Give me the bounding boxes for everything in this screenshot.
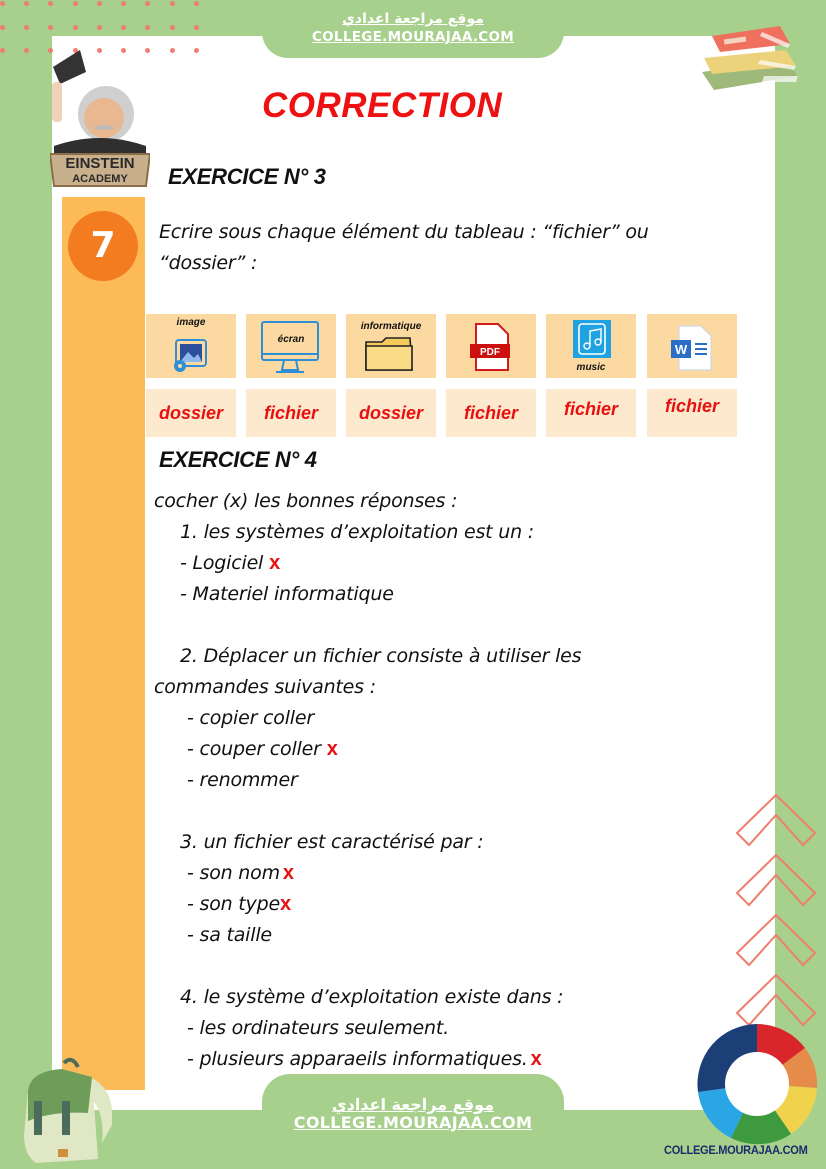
left-frame — [0, 36, 52, 1110]
option-3-3[interactable] — [187, 924, 272, 946]
item-label: image — [176, 317, 206, 328]
option-text: - couper coller — [187, 738, 321, 760]
answer-text: dossier — [358, 403, 424, 423]
question-1: 1. les systèmes d’exploitation est un : — [180, 521, 534, 543]
chevron-up-icon — [735, 793, 817, 855]
option-2-2[interactable] — [187, 738, 338, 761]
image-settings-icon — [172, 334, 210, 374]
answer-text: fichier — [463, 403, 519, 423]
answer-cell-2 — [246, 389, 336, 437]
option-1-2[interactable] — [180, 583, 394, 605]
backpack-illustration — [12, 1055, 112, 1167]
option-2-1[interactable] — [187, 707, 314, 729]
site-url-link[interactable]: COLLEGE.MOURAJAA.COM — [311, 29, 515, 45]
option-text: - son type — [187, 893, 280, 915]
pdf-file-icon — [470, 322, 512, 372]
option-text: - sa taille — [187, 924, 272, 946]
page-title: CORRECTION — [262, 86, 503, 125]
option-text: - Logiciel — [180, 552, 264, 574]
option-text: - les ordinateurs seulement. — [187, 1017, 449, 1039]
option-1-1[interactable] — [180, 552, 280, 575]
answer-cell-5 — [546, 389, 636, 437]
question-2-line-2: commandes suivantes : — [154, 676, 376, 698]
option-4-1[interactable] — [187, 1017, 449, 1039]
svg-text:EINSTEIN: EINSTEIN — [65, 155, 135, 172]
table-item-image — [146, 314, 236, 378]
lesson-number-badge: 7 — [68, 211, 138, 281]
item-label: music — [576, 362, 606, 373]
chevron-up-icon — [735, 853, 817, 915]
music-file-icon — [573, 320, 611, 358]
page-area — [52, 36, 775, 1110]
option-text: - copier coller — [187, 707, 314, 729]
option-text: - Materiel informatique — [180, 583, 394, 605]
answer-cell-1 — [146, 389, 236, 437]
check-mark: x — [326, 738, 338, 760]
question-4: 4. le système d’exploitation existe dans : — [180, 986, 564, 1008]
table-item-music — [546, 314, 636, 378]
exercise-3-heading: EXERCICE N° 3 — [168, 164, 326, 189]
answer-text: fichier — [664, 396, 720, 416]
site-name-arabic: موقع مراجعة اعدادي — [342, 11, 484, 27]
einstein-academy-mascot — [50, 42, 150, 200]
svg-text:W: W — [674, 342, 688, 357]
option-4-2[interactable] — [187, 1048, 542, 1071]
folder-icon — [364, 334, 414, 374]
check-mark: x — [269, 552, 281, 574]
answer-cell-6 — [647, 389, 737, 437]
exercise-3-instruction-2: “dossier” : — [159, 252, 258, 274]
answer-cell-4 — [446, 389, 536, 437]
exercise-3-instruction-1: Ecrire sous chaque élément du tableau : “fichier” ou — [159, 221, 649, 243]
monitor-icon — [258, 320, 324, 376]
table-item-informatique — [346, 314, 436, 378]
word-document-icon — [671, 324, 713, 372]
footer-site-tab[interactable] — [262, 1074, 564, 1169]
side-column — [62, 197, 145, 1090]
question-3: 3. un fichier est caractérisé par : — [180, 831, 484, 853]
option-text: - plusieurs apparaeils informatiques. — [187, 1048, 528, 1070]
item-label: informatique — [360, 321, 422, 332]
option-2-3[interactable] — [187, 769, 298, 791]
check-mark: x — [279, 893, 291, 915]
svg-text:ACADEMY: ACADEMY — [72, 173, 128, 185]
question-2-line-1: 2. Déplacer un fichier consiste à utiliser les — [180, 645, 582, 667]
brand-logo-text: COLLEGE.MOURAJAA.COM — [664, 1143, 808, 1157]
exercise-4-intro: cocher (x) les bonnes réponses : — [154, 490, 458, 512]
exercise-4-heading: EXERCICE N° 4 — [159, 447, 317, 472]
answer-cell-3 — [346, 389, 436, 437]
option-3-1[interactable] — [187, 862, 294, 885]
option-text: - son nom — [187, 862, 280, 884]
check-mark: x — [530, 1048, 542, 1070]
answer-text: fichier — [563, 399, 619, 419]
svg-text:PDF: PDF — [480, 347, 500, 358]
site-url-link[interactable]: COLLEGE.MOURAJAA.COM — [293, 1113, 533, 1132]
option-text: - renommer — [187, 769, 298, 791]
books-illustration — [690, 10, 802, 95]
answer-text: dossier — [158, 403, 224, 423]
option-3-2[interactable] — [187, 893, 291, 916]
chevron-up-icon — [735, 913, 817, 975]
item-label: écran — [277, 334, 305, 345]
check-mark: x — [282, 862, 294, 884]
site-name-arabic: موقع مراجعة اعدادي — [331, 1095, 495, 1114]
answer-text: fichier — [263, 403, 319, 423]
college-mourajaa-logo-wheel[interactable] — [695, 1022, 819, 1146]
table-item-pdf — [446, 314, 536, 378]
table-item-ecran — [246, 314, 336, 378]
header-site-tab[interactable] — [262, 0, 564, 58]
table-item-word — [647, 314, 737, 378]
